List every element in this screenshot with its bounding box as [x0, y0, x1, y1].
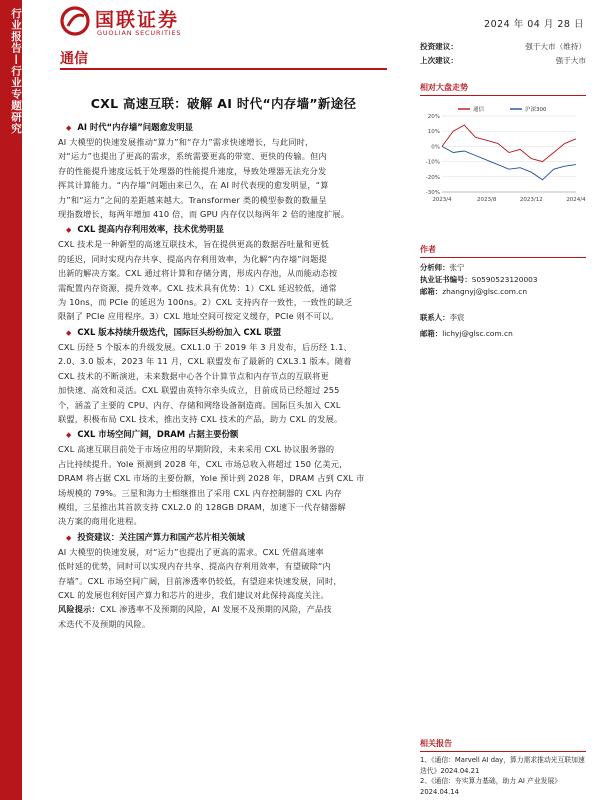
related-report-item[interactable]: 1、《通信：Marvell AI day，算力需求推动光互联加速迭代》2024.04.21 [420, 756, 585, 775]
logo-icon [60, 6, 90, 36]
author-block [420, 244, 586, 340]
section-heading: ◆ CXL 提高内存利用效率，技术优势明显 [66, 224, 224, 235]
section-line: AI 大模型的快速发展，对“运力”也提出了更高的需求。CXL 凭借高速率 [58, 546, 324, 557]
section-line: 存的性能提升速度远低于处理器的性能提升速度，导致处理器无法充分发 [58, 165, 327, 176]
analyst-cert-row: 执业证书编号：S0590523120003 [420, 275, 538, 284]
section [58, 324, 390, 426]
section-line: 挥其计算能力。“内存墙”问题由来已久，在 AI 时代表现的愈发明显，“算 [58, 180, 329, 191]
legend-label: 通信 [473, 107, 485, 113]
bullet-icon: ◆ [66, 533, 72, 542]
x-tick-label: 2024/4 [566, 197, 586, 203]
section-heading: ◆ CXL 版本持续升级迭代，国际巨头纷纷加入 CXL 联盟 [66, 326, 282, 337]
y-tick-label: 0% [431, 144, 440, 151]
chart-divider [420, 95, 586, 96]
section-line: DRAM 将占据 CXL 市场的主要份额，Yole 预计到 2028 年，DRAM 占到 CXL 市 [58, 473, 365, 484]
section-line: 存墙”。CXL 市场空间广阔，目前渗透率仍较低，有望迎来快速发展，同时， [58, 575, 342, 586]
report-title: CXL 高速互联：破解 AI 时代“内存墙”新途径 [90, 96, 357, 111]
section-line: 个，涵盖了主要的 CPU、内存、存储和网络设备制造商。国际巨头加入 CXL [58, 399, 341, 410]
section-line: 模组，三星推出其首款支持 CXL2.0 的 128GB DRAM，加速下一代存储器解 [58, 501, 346, 512]
author-divider [420, 257, 586, 258]
analyst-email-link[interactable]: zhangnyj@glsc.com.cn [442, 287, 528, 296]
section-line: 低时延的优势，同时可以实现内存共享、提高内存利用效率，有望破除“内 [58, 561, 331, 572]
related-heading: 相关报告 [420, 739, 452, 748]
section-heading: ◆ CXL 市场空间广阔，DRAM 占据主要份额 [66, 429, 239, 440]
y-tick-label: 10% [427, 129, 440, 136]
contact-row: 联系人：李宸 [420, 313, 465, 322]
section-line: 联盟，积极布局 CXL 技术，推出支持 CXL 技术的产品，助力 CXL 的发展。 [58, 413, 343, 424]
related-divider [420, 751, 586, 752]
related-reports [420, 738, 586, 797]
section [58, 221, 390, 323]
contact-email-row: 邮箱：lichyj@glsc.com.cn [420, 329, 513, 338]
risk-label: 风险提示： [58, 604, 100, 615]
section-line: 的延迟，同时实现内存共享、提高内存利用效率，为化解“内存墙”问题提 [58, 253, 327, 264]
risk-line: 风险提示：CXL 渗透率不及预期的风险，AI 发展不及预期的风险，产品技 [58, 604, 332, 615]
section-line: CXL 的发展也利好国产算力和芯片的进步，我们建议对此保持高度关注。 [58, 589, 329, 600]
risk-line: 术迭代不及预期的风险。 [58, 618, 151, 629]
section [58, 426, 390, 528]
x-tick-label: 2023/8 [476, 197, 497, 203]
x-tick-label: 2023/12 [519, 197, 543, 203]
sidebar [420, 40, 586, 96]
related-report-item[interactable]: 2、《通信：夯实算力基础，助力 AI 产业发展》2024.04.14 [420, 777, 562, 796]
x-tick-label: 2023/4 [432, 197, 452, 203]
report-body [58, 119, 390, 631]
series-line [442, 146, 576, 179]
chart-heading: 相对大盘走势 [420, 83, 468, 92]
bullet-icon: ◆ [66, 226, 72, 235]
contact-email-link[interactable]: lichyj@glsc.com.cn [442, 329, 513, 338]
section-line: AI 大模型的快速发展推动“算力”和“存力”需求快速增长，与此同时， [58, 137, 314, 147]
bullet-icon: ◆ [66, 431, 72, 440]
section-line: 力”和“运力”之间的差距越来越大。Transformer 类的模型参数的数量呈 [58, 194, 327, 205]
section-line: 限制了 PCIe 应用程序。3）CXL 地址空间可按定义缓存，PCIe 则不可以。 [58, 311, 339, 322]
section-heading: ◆ AI 时代“内存墙”问题愈发明显 [66, 122, 194, 132]
risk-section [58, 602, 390, 631]
analyst-name-row: 分析师：张宁 [420, 263, 465, 272]
section [58, 529, 390, 603]
analyst-email-row: 邮箱：zhangnyj@glsc.com.cn [420, 287, 528, 296]
section-line: 场规模的 79%。三星和海力士相继推出了采用 CXL 内存控制器的 CXL 内存 [58, 487, 342, 498]
report-date: 2024 年 04 月 28 日 [484, 19, 584, 30]
logo-text: 国联证券 [95, 9, 180, 31]
section-line: 加快速、高效和灵活。CXL 联盟由英特尔牵头成立，目前成员已经超过 255 [58, 385, 340, 396]
section-line: 占比持续提升。Yole 预测到 2028 年，CXL 市场总收入将超过 150 亿美元， [58, 458, 348, 469]
rating-value: 强于大市（维持） [525, 42, 586, 51]
prev-rating-value: 强于大市 [555, 56, 586, 65]
rating-row [420, 40, 586, 54]
section-line: CXL 技术是一种新型的高速互联技术，旨在提供更高的数据吞吐量和更低 [58, 239, 329, 250]
header-divider [60, 68, 387, 70]
section-heading: ◆ 投资建议：关注国产算力和国产芯片相关领域 [66, 531, 245, 542]
section [58, 119, 390, 221]
rating-label: 投资建议： [420, 42, 458, 51]
prev-rating-row [420, 54, 586, 68]
series-line [442, 125, 576, 162]
section-line: 2.0、3.0 版本，2023 年 11 月，CXL 联盟发布了最新的 CXL3.1 版本。随着 [58, 356, 352, 367]
y-tick-label: -20% [425, 174, 440, 181]
section-line: 决方案的商用化进程。 [58, 516, 142, 527]
bullet-icon: ◆ [66, 328, 72, 337]
y-tick-label: -10% [425, 159, 440, 166]
side-band-label: 行业报告—行业专题研究 [10, 8, 22, 135]
y-tick-label: 20% [427, 114, 440, 120]
section-line: 需配置内存资源，提升效率。CXL 技术具有优势：1）CXL 延迟较低，通常 [58, 282, 337, 293]
section-line: CXL 历经 5 个版本的升级发展。CXL1.0 于 2019 年 3 月发布，后历经 1.1、 [58, 341, 353, 352]
author-heading: 作者 [420, 245, 436, 254]
section-line: CXL 技术的不断演进，未来数据中心各个计算节点和内存节点的互联将更 [58, 370, 329, 381]
section-line: 对“运力”也提出了更高的需求，系统需要更高的带宽、更快的传输。但内 [58, 151, 327, 162]
section-line: CXL 高速互联目前处于市场应用的早期阶段，未来采用 CXL 协议服务器的 [58, 444, 335, 455]
section-line: 为 10ns，而 PCIe 的延迟为 100ns。2）CXL 支持内存一致性，一致性的缺乏 [58, 297, 353, 308]
y-tick-label: -30% [425, 190, 440, 196]
sector-title: 通信 [60, 51, 88, 67]
legend-label: 沪深300 [525, 107, 547, 113]
section-line: 现指数增长，每两年增加 410 倍，而 GPU 内存仅以每两年 2 倍的速度扩展。 [58, 209, 350, 220]
section-line: 出新的解决方案。CXL 通过将计算和存储分离，形成内存池，从而能动态按 [58, 268, 338, 279]
prev-rating-label: 上次建议： [420, 56, 458, 65]
relative-performance-chart [416, 104, 586, 212]
logo-subtext: GUOLIAN SECURITIES [97, 29, 182, 37]
bullet-icon: ◆ [66, 124, 72, 132]
